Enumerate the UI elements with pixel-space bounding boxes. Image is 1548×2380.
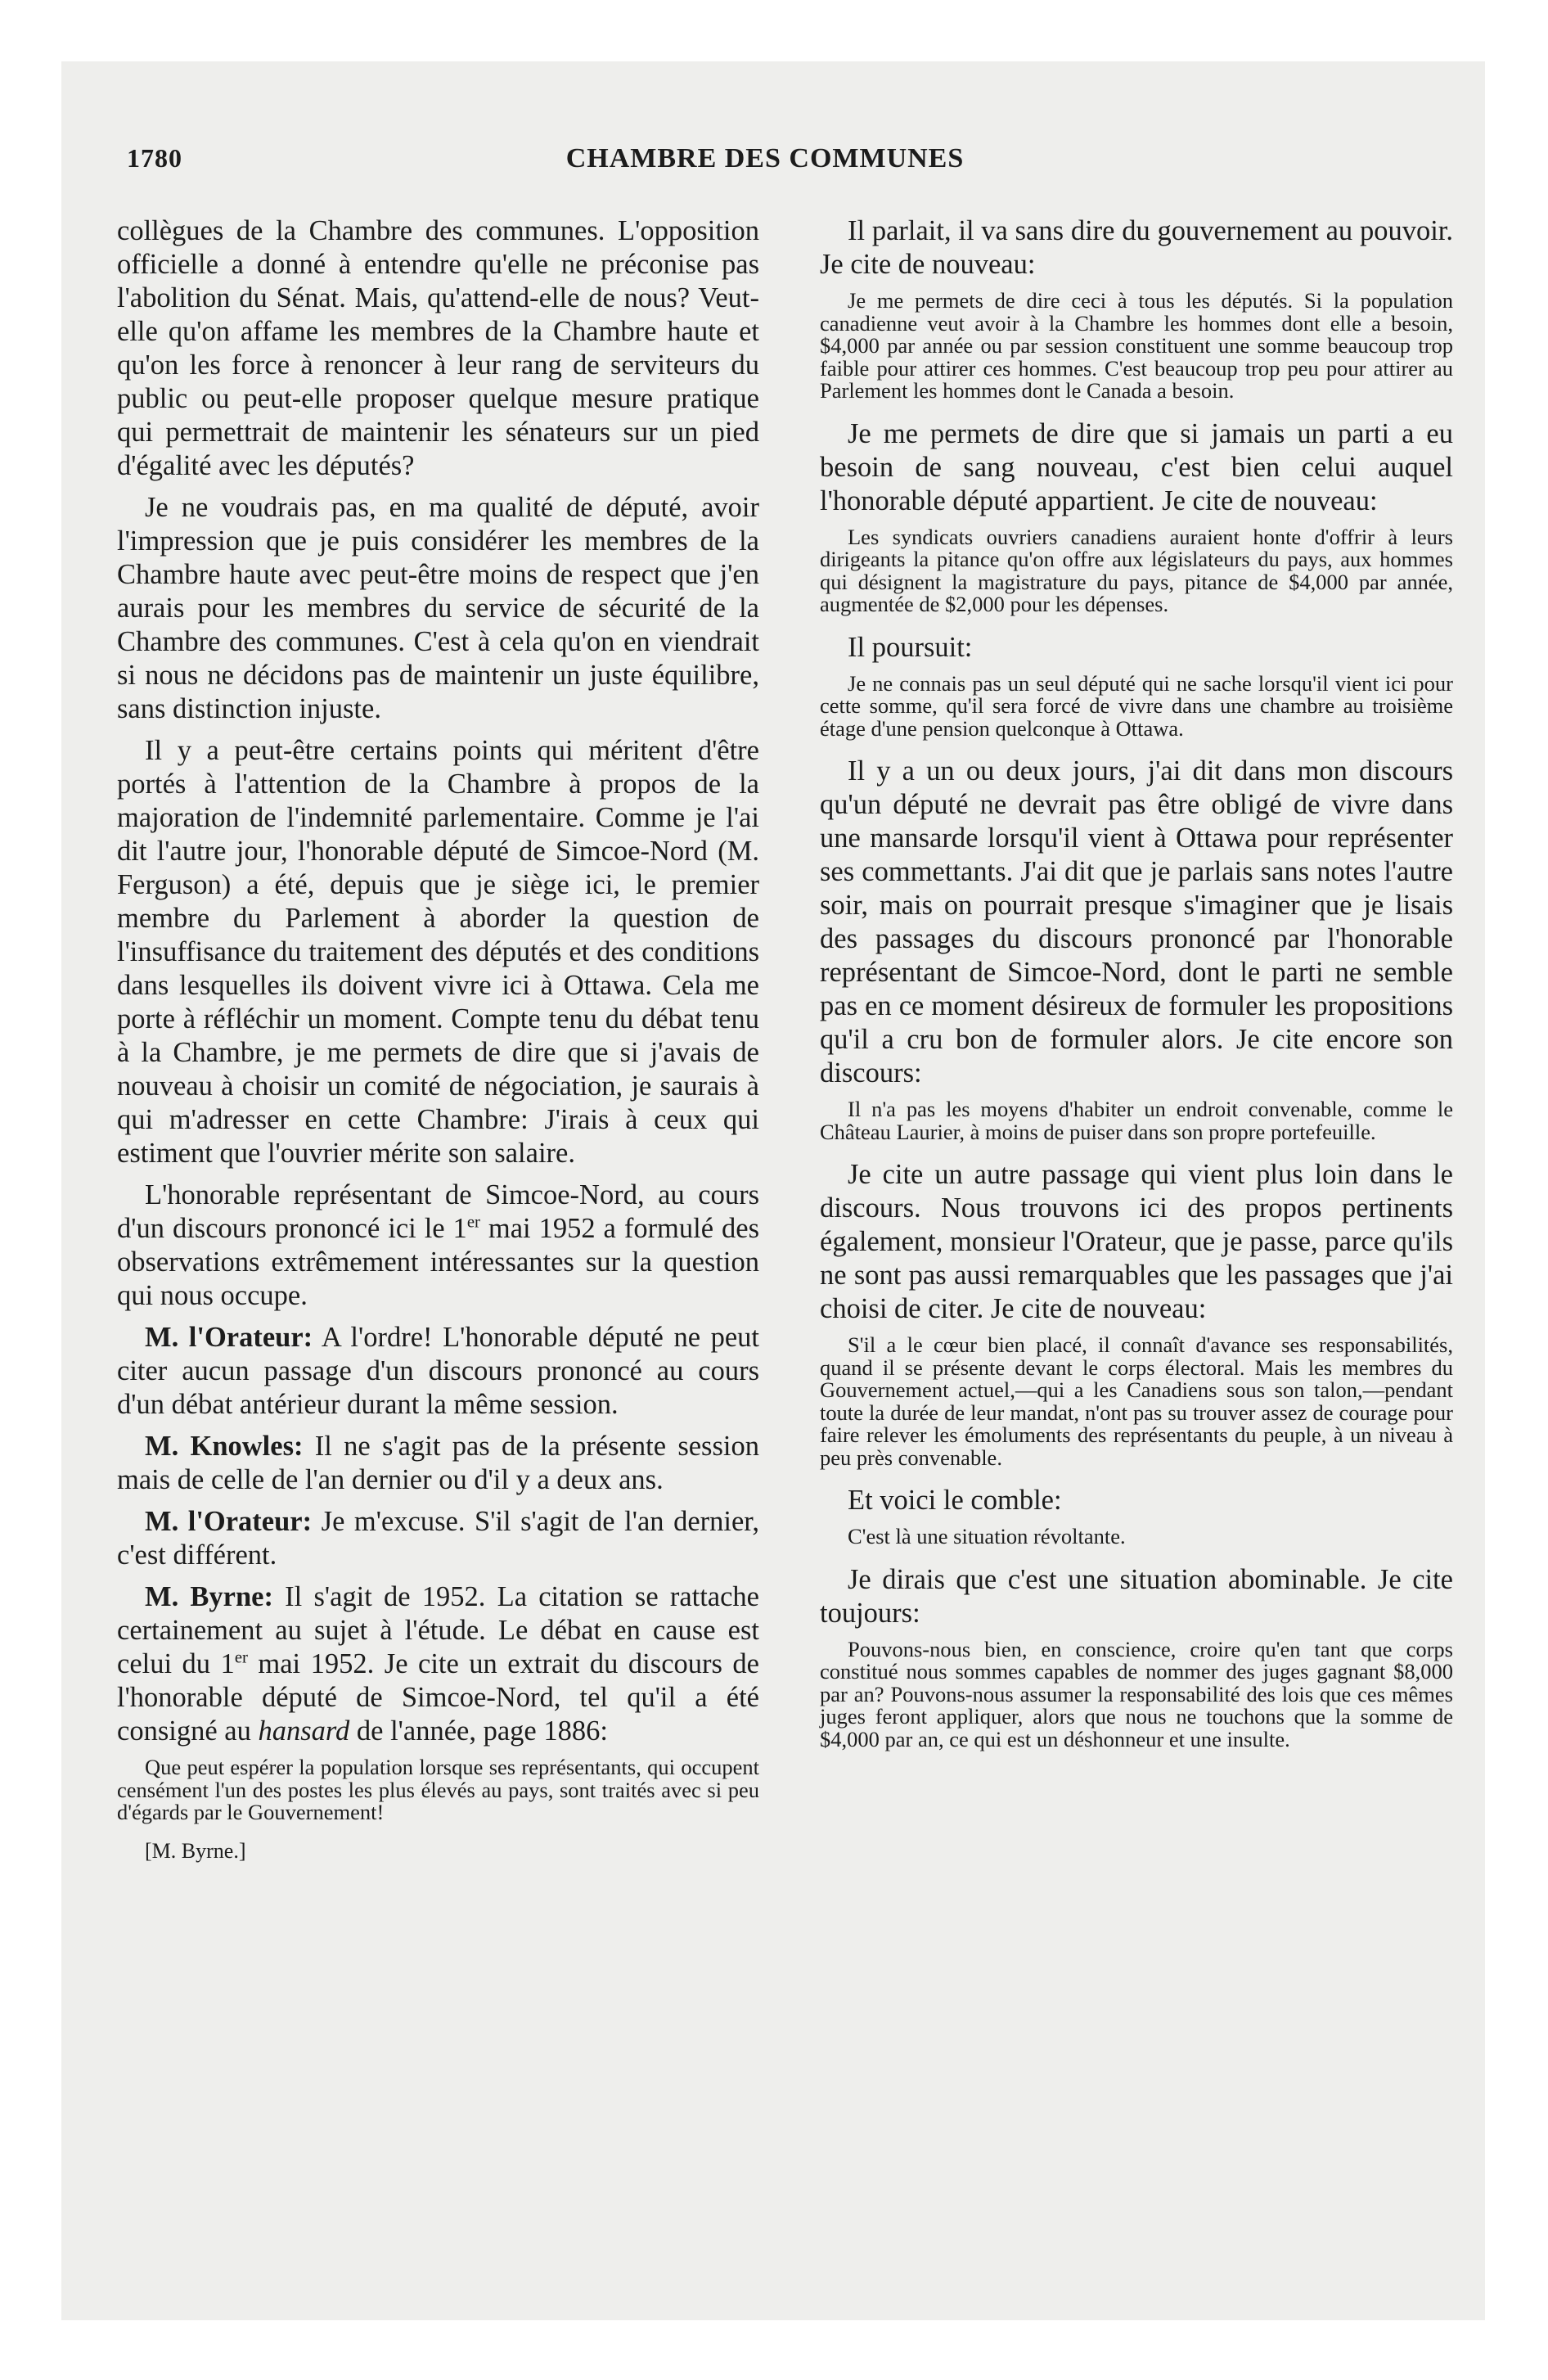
- block-quote: Il n'a pas les moyens d'habiter un endroit convenable, comme le Château Laurier, à moins de puiser dans son propre portefeuille.: [820, 1097, 1453, 1144]
- paragraph: Il poursuit:: [848, 631, 973, 663]
- speaker-paragraph: [117, 1580, 759, 1748]
- speech-text: mai 1952. Je cite un extrait du discours de l'honorable député de Simcoe-Nord, tel qu'il a été consigné au: [117, 1648, 759, 1747]
- block-quote: Je me permets de dire ceci à tous les députés. Si la population canadienne veut avoir à la Chambre les hommes dont elle a besoin, $4,000 par année ou par session constituent une somme beaucoup trop faible pour attirer ces hommes. C'est beaucoup trop peu pour attirer au Parlement les hommes dont le Canada a besoin.: [820, 288, 1453, 403]
- paragraph: Et voici le comble:: [848, 1485, 1062, 1516]
- speech-text: de l'année, page 1886:: [349, 1715, 608, 1747]
- paragraph: collègues de la Chambre des communes. L'opposition officielle a donné à entendre qu'elle ne préconise pas l'abolition du Sénat. Mais, qu'attend-elle de nous? Veut-elle qu'on affame les membres de la Chambre haute et qu'on les force à renoncer à leur rang de serviteurs du public ou peut-elle proposer quelque mesure pratique qui permettrait de maintenir les sénateurs sur un pied d'égalité avec les députés?: [117, 215, 759, 481]
- block-quote: S'il a le cœur bien placé, il connaît d'avance ses responsabilités, quand il se présente devant le corps électoral. Mais les membres du Gouvernement actuel,—qui a les Canadiens sous son talon,—pendant toute la durée de leur mandat, n'ont pas su trouver assez de courage pour faire relever les émoluments des représentants du peuple, à un niveau à peu près convenable.: [820, 1332, 1453, 1470]
- left-column: [117, 214, 759, 1864]
- block-quote: Je ne connais pas un seul député qui ne sache lorsqu'il vient ici pour cette somme, qu'il sera forcé de vivre dans une chambre au troisième étage d'une pension quelconque à Ottawa.: [820, 670, 1453, 741]
- speech-text: A l'ordre! L'honorable député ne peut citer aucun passage d'un discours prononcé au cours d'un débat antérieur durant la même session.: [117, 1322, 759, 1420]
- text-run: L'honorable représentant de Simcoe-Nord, au cours d'un discours prononcé ici le 1: [117, 1179, 759, 1244]
- paragraph: Je ne voudrais pas, en ma qualité de député, avoir l'impression que je puis considérer les membres de la Chambre haute avec peut-être moins de respect que j'en aurais pour les membres du service de sécurité de la Chambre des communes. C'est à cela qu'on en viendrait si nous ne décidons pas de maintenir un juste équilibre, sans distinction injuste.: [117, 492, 759, 724]
- page-header: [127, 143, 1403, 184]
- speaker-name: M. Byrne:: [145, 1581, 273, 1612]
- paragraph: Je dirais que c'est une situation abominable. Je cite toujours:: [820, 1563, 1453, 1629]
- ordinal-superscript: er: [234, 1648, 248, 1667]
- paragraph: [117, 1179, 759, 1313]
- paragraph: Il y a un ou deux jours, j'ai dit dans mon discours qu'un député ne devrait pas être obligé de vivre dans une mansarde lorsqu'il vient à Ottawa pour représenter ses commettants. J'ai dit que je parlais sans notes l'autre soir, mais on pourrait presque s'imaginer que je lisais des passages du discours prononcé par l'honorable représentant de Simcoe-Nord, dont le parti ne semble pas en ce moment désireux de formuler les propositions qu'il a cru bon de formuler alors. Je cite encore son discours:: [820, 755, 1453, 1089]
- speaker-paragraph: [117, 1321, 759, 1422]
- speaker-attribution: [M. Byrne.]: [145, 1838, 246, 1863]
- speaker-paragraph: [117, 1430, 759, 1497]
- ordinal-superscript: er: [466, 1213, 480, 1232]
- speaker-name: M. l'Orateur:: [145, 1322, 313, 1353]
- page-number: 1780: [127, 143, 182, 173]
- speech-text: Je m'excuse. S'il s'agit de l'an dernier, c'est différent.: [117, 1506, 759, 1571]
- block-quote: Que peut espérer la population lorsque ses représentants, qui occupent censément l'un des postes les plus élevés au pays, sont traités avec si peu d'égards par le Gouvernement!: [117, 1755, 759, 1824]
- paragraph: Il parlait, il va sans dire du gouvernement au pouvoir. Je cite de nouveau:: [820, 215, 1453, 280]
- block-quote: Pouvons-nous bien, en conscience, croire qu'en tant que corps constitué nous sommes capables de nommer des juges gagnant $8,000 par an? Pouvons-nous assumer la responsabilité des lois que ces mêmes juges feront appliquer, alors que nous ne touchons que la somme de $4,000 par an, ce qui est un déshonneur et une insulte.: [820, 1636, 1453, 1751]
- speaker-name: M. l'Orateur:: [145, 1506, 313, 1537]
- running-head: CHAMBRE DES COMMUNES: [565, 143, 965, 174]
- speaker-name: M. Knowles:: [145, 1431, 304, 1462]
- block-quote: C'est là une situation révoltante.: [848, 1524, 1126, 1548]
- paragraph: Je me permets de dire que si jamais un parti a eu besoin de sang nouveau, c'est bien celui auquel l'honorable député appartient. Je cite de nouveau:: [820, 417, 1453, 516]
- hansard-term: hansard: [258, 1715, 350, 1747]
- paragraph: Il y a peut-être certains points qui méritent d'être portés à l'attention de la Chambre à propos de la majoration de l'indemnité parlementaire. Comme je l'ai dit l'autre jour, l'honorable député de Simcoe-Nord (M. Ferguson) a été, depuis que je siège ici, le premier membre du Parlement à aborder la question de l'insuffisance du traitement des députés et des conditions dans lesquelles ils doivent vivre ici à Ottawa. Cela me porte à réfléchir un moment. Compte tenu du débat tenu à la Chambre, je me permets de dire que si j'avais de nouveau à choisir un comité de négociation, je saurais à qui m'adresser en cette Chambre: J'irais à ceux qui estiment que l'ouvrier mérite son salaire.: [117, 735, 759, 1169]
- right-column: [820, 214, 1453, 1765]
- speech-text: Il ne s'agit pas de la présente session mais de celle de l'an dernier ou d'il y a deux ans.: [117, 1431, 759, 1495]
- paragraph: Je cite un autre passage qui vient plus loin dans le discours. Nous trouvons ici des propos pertinents également, monsieur l'Orateur, que je passe, parce qu'ils ne sont pas aussi remarquables que les passages que j'ai choisi de citer. Je cite de nouveau:: [820, 1159, 1453, 1324]
- text-run: mai 1952 a formulé des observations extrêmement intéressantes sur la question qui nous occupe.: [117, 1213, 759, 1311]
- block-quote: Les syndicats ouvriers canadiens auraient honte d'offrir à leurs dirigeants la pitance qu'on offre aux législateurs du pays, aux hommes qui désignent la magistrature du pays, pitance de $4,000 par année, augmentée de $2,000 pour les dépenses.: [820, 524, 1453, 616]
- speech-text: Il s'agit de 1952. La citation se rattache certainement au sujet à l'étude. Le débat en cause est celui du 1: [117, 1581, 759, 1679]
- speaker-paragraph: [117, 1505, 759, 1572]
